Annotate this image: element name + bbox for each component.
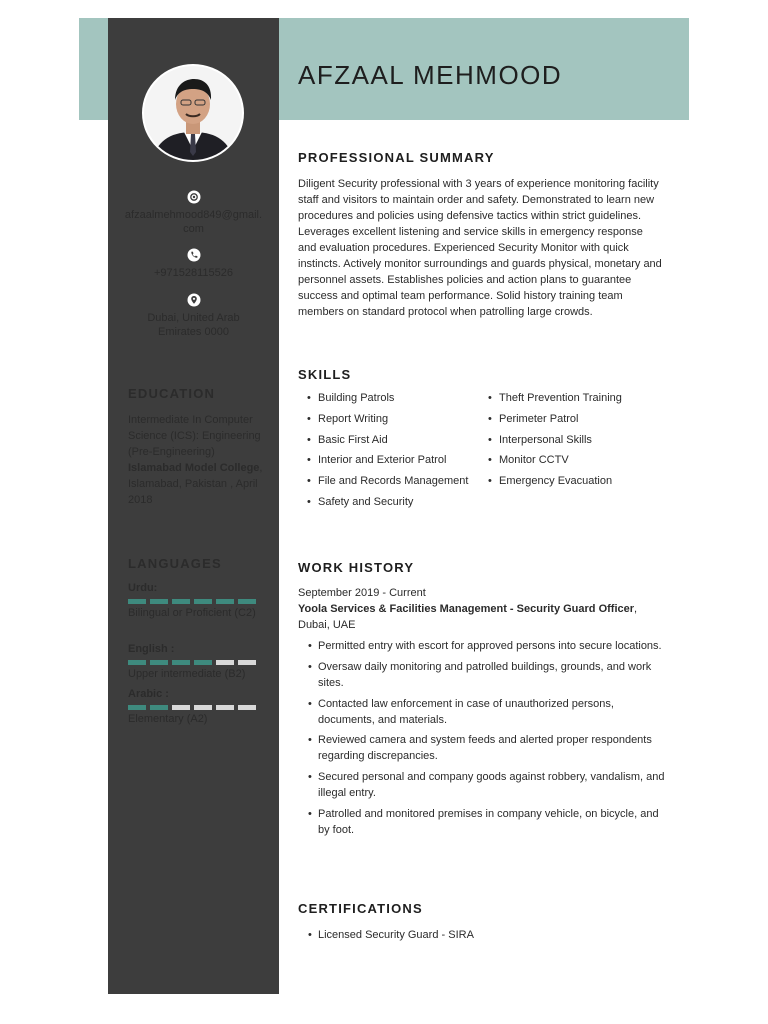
level-segment-filled — [128, 705, 146, 710]
skills-list-left — [307, 392, 468, 517]
language-level-bar — [128, 705, 256, 710]
work-duties-list — [308, 638, 668, 843]
phone-text[interactable]: +971528115526 — [153, 267, 234, 279]
education-location-date: , Islamabad, Pakistan , April 2018 — [128, 462, 263, 506]
level-segment-filled — [150, 705, 168, 710]
work-duty: • Secured personal and company goods against robbery, vandalism, and illegal entry. — [308, 769, 668, 801]
level-segment-filled — [238, 599, 256, 604]
skill-item: • Perimeter Patrol — [488, 413, 622, 434]
level-segment-empty — [238, 705, 256, 710]
summary-text: Diligent Security professional with 3 years of experience monitoring facility staff and visitors to maintain order and safety. Demonstrated to learn new procedures and policies using defensive tactics within strict guidelines. Leverages excellent listening and service skills in emergency response and evaluation procedures. Experienced Security Monitor with quick instincts. Actively monitor surroundings and guards physical, monetary and personnel assets. Establishes policies and action plans to guarantee success and optimal team performance. Solid history training team members on standard protocol when patrolling large crowds. — [298, 178, 662, 318]
work-location: , Dubai, UAE — [298, 603, 638, 631]
level-segment-empty — [172, 705, 190, 710]
language-level: Upper intermediate (B2) — [128, 668, 246, 680]
work-duty: • Oversaw daily monitoring and patrolled buildings, grounds, and work sites. — [308, 659, 668, 691]
level-segment-filled — [172, 660, 190, 665]
certification-item: • Licensed Security Guard - SIRA — [308, 927, 668, 943]
work-duty: • Reviewed camera and system feeds and alerted proper respondents regarding discrepancies. — [308, 732, 668, 764]
skill-item: • Interpersonal Skills — [488, 434, 622, 455]
level-segment-filled — [194, 660, 212, 665]
work-duty: • Permitted entry with escort for approved persons into secure locations. — [308, 638, 668, 654]
at-icon — [187, 190, 201, 204]
candidate-name: AFZAAL MEHMOOD — [298, 60, 563, 90]
language-level: Elementary (A2) — [128, 713, 208, 725]
education-degree: Intermediate In Computer Science (ICS): Engineering (Pre-Engineering) — [128, 414, 261, 458]
level-segment-empty — [216, 705, 234, 710]
location-pin-icon — [187, 293, 201, 307]
language-name: Arabic : — [128, 688, 169, 700]
summary-heading: PROFESSIONAL SUMMARY — [298, 150, 495, 165]
languages-heading: LANGUAGES — [128, 556, 222, 571]
level-segment-empty — [238, 660, 256, 665]
work-duty: • Patrolled and monitored premises in company vehicle, on bicycle, and by foot. — [308, 806, 668, 838]
skills-heading: SKILLS — [298, 367, 352, 382]
level-segment-filled — [216, 599, 234, 604]
language-level-bar — [128, 599, 256, 604]
work-dates: September 2019 - Current — [298, 587, 426, 599]
contact-email — [108, 190, 279, 236]
contact-address — [108, 293, 279, 339]
skill-item: • Interior and Exterior Patrol — [307, 454, 468, 475]
work-entry-header — [298, 585, 663, 633]
skill-item: • Safety and Security — [307, 496, 468, 517]
education-heading: EDUCATION — [128, 386, 216, 401]
work-heading: WORK HISTORY — [298, 560, 415, 575]
language-name: Urdu: — [128, 582, 158, 594]
person-portrait-icon — [144, 66, 242, 160]
profile-photo — [142, 64, 244, 162]
education-entry — [128, 412, 268, 508]
email-text[interactable]: afzaalmehmood849@gmail.com — [124, 209, 263, 235]
work-duty: • Contacted law enforcement in case of unauthorized persons, documents, and materials. — [308, 696, 668, 728]
skills-list-right — [488, 392, 622, 496]
skill-item: • Theft Prevention Training — [488, 392, 622, 413]
skill-item: • Emergency Evacuation — [488, 475, 622, 496]
contact-phone — [108, 248, 279, 280]
level-segment-filled — [194, 599, 212, 604]
level-segment-filled — [150, 660, 168, 665]
language-level: Bilingual or Proficient (C2) — [128, 607, 256, 619]
level-segment-empty — [194, 705, 212, 710]
page-bottom-margin — [279, 958, 699, 998]
education-school: Islamabad Model College — [128, 462, 260, 474]
address-text: Dubai, United Arab Emirates 0000 — [147, 312, 240, 338]
skill-item: • Basic First Aid — [307, 434, 468, 455]
skill-item: • Building Patrols — [307, 392, 468, 413]
level-segment-filled — [150, 599, 168, 604]
skill-item: • Monitor CCTV — [488, 454, 622, 475]
level-segment-filled — [128, 599, 146, 604]
phone-icon — [187, 248, 201, 262]
language-level-bar — [128, 660, 256, 665]
level-segment-filled — [128, 660, 146, 665]
level-segment-empty — [216, 660, 234, 665]
skill-item: • Report Writing — [307, 413, 468, 434]
level-segment-filled — [172, 599, 190, 604]
certifications-heading: CERTIFICATIONS — [298, 901, 423, 916]
certifications-list — [308, 927, 668, 948]
work-employer: Yoola Services & Facilities Management - Security Guard Officer — [298, 603, 635, 615]
language-name: English : — [128, 643, 175, 655]
skill-item: • File and Records Management — [307, 475, 468, 496]
